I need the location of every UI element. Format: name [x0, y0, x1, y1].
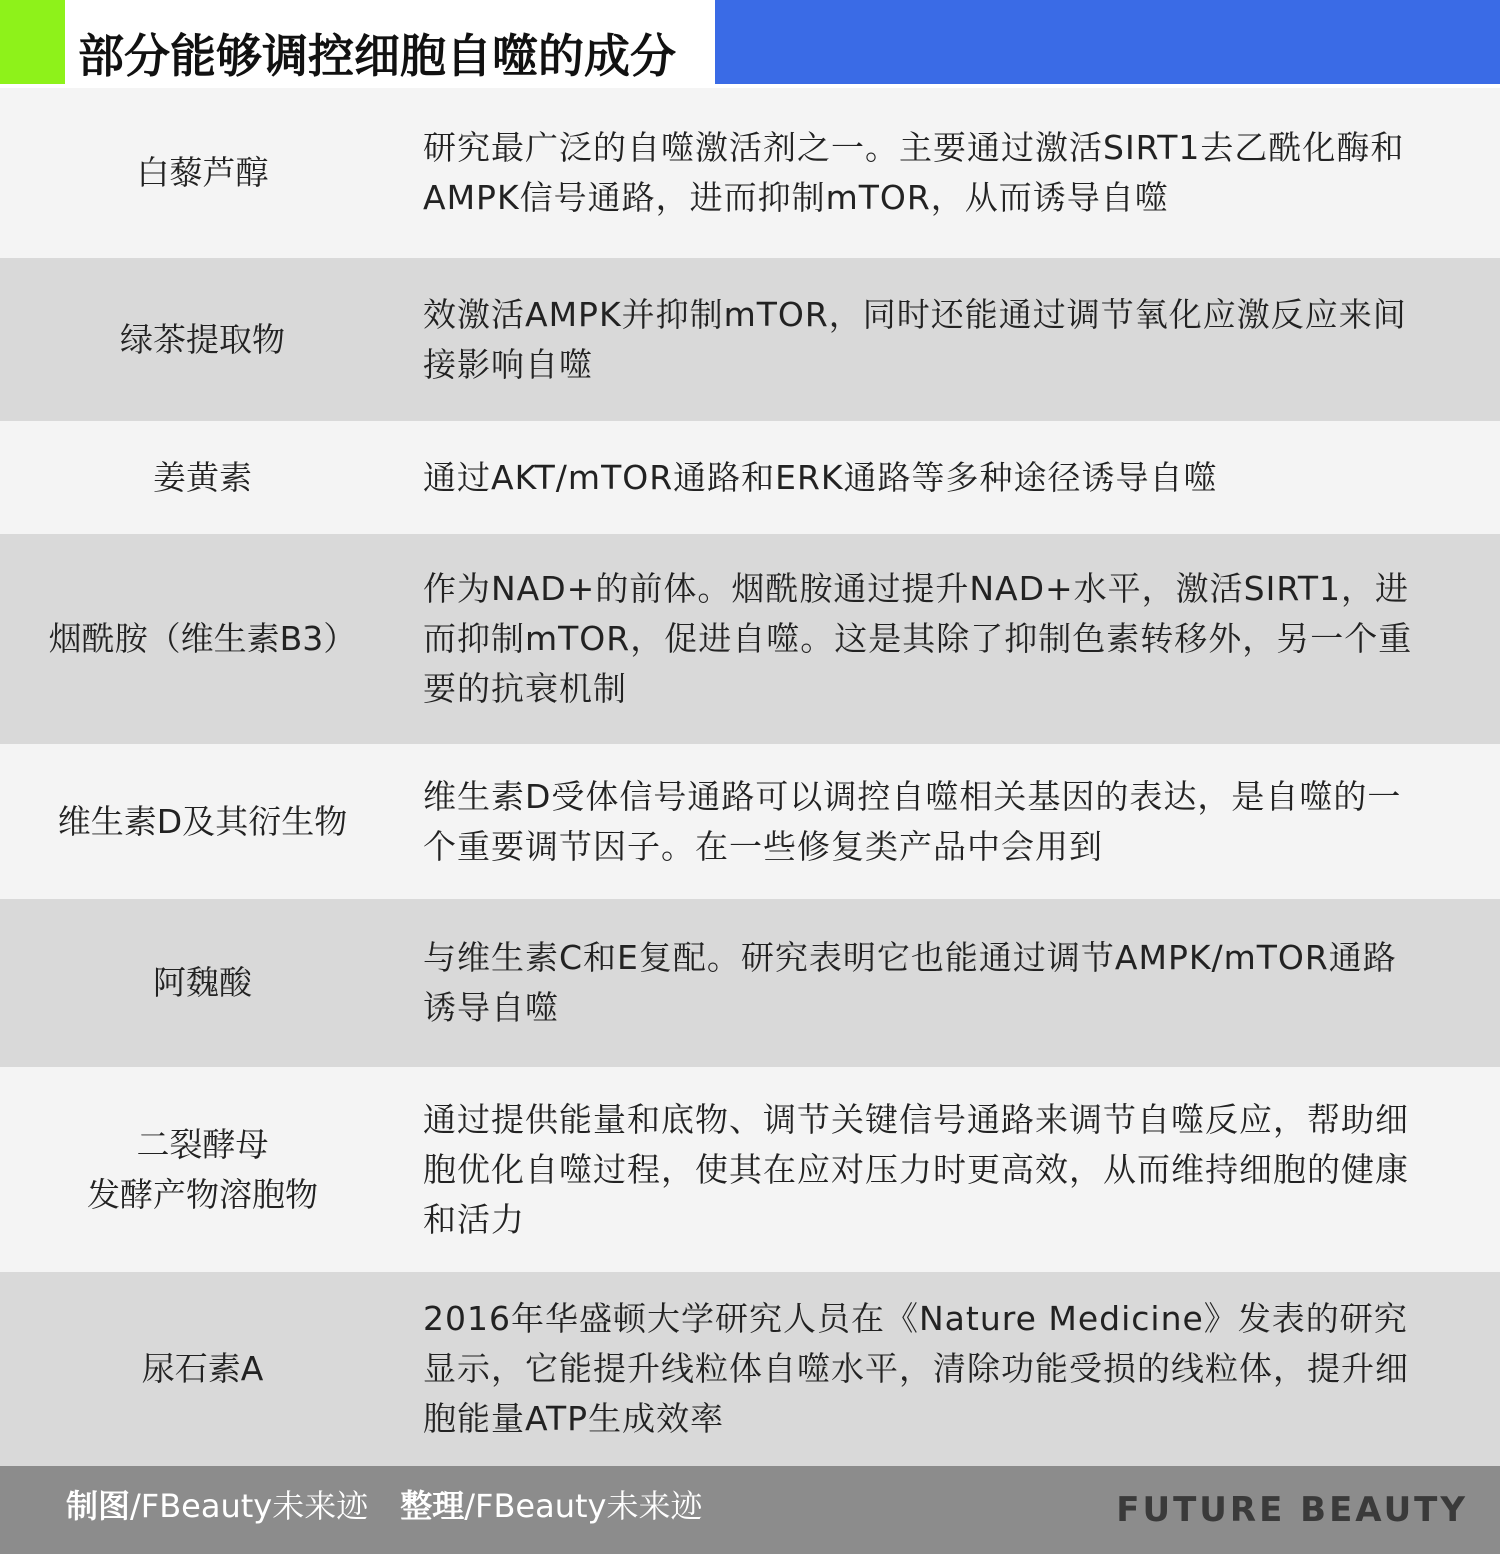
ingredient-name: 烟酰胺（维生素B3）	[48, 619, 357, 658]
brand-logo-text: FUTURE BEAUTY	[1116, 1490, 1468, 1530]
table-row	[0, 899, 1500, 1067]
table-row	[0, 744, 1500, 899]
credit-label: 整理	[400, 1487, 465, 1525]
ingredient-description: 效激活AMPK并抑制mTOR，同时还能通过调节氧化应激反应来间接影响自噬	[423, 294, 1407, 384]
ingredient-name: 阿魏酸	[153, 963, 252, 1002]
footer	[0, 1466, 1500, 1554]
credit-label: 制图	[66, 1487, 131, 1525]
table-row	[0, 534, 1500, 744]
table-row	[0, 421, 1500, 534]
credit-value: /FBeauty未来迹	[130, 1487, 369, 1525]
table-row	[0, 1272, 1500, 1466]
ingredient-description: 通过提供能量和底物、调节关键信号通路来调节自噬反应，帮助细胞优化自噬过程，使其在应对压力时更高效，从而维持细胞的健康和活力	[423, 1099, 1409, 1239]
ingredient-description: 维生素D受体信号通路可以调控自噬相关基因的表达，是自噬的一个重要调节因子。在一些修复类产品中会用到	[423, 776, 1402, 866]
ingredient-table	[0, 88, 1500, 1466]
ingredient-name: 二裂酵母 发酵产物溶胞物	[87, 1124, 318, 1214]
ingredient-name: 白藜芦醇	[136, 153, 269, 192]
ingredient-description: 与维生素C和E复配。研究表明它也能通过调节AMPK/mTOR通路诱导自噬	[423, 938, 1397, 1027]
ingredient-name: 尿石素A	[141, 1349, 264, 1388]
credits	[66, 1486, 702, 1528]
ingredient-name: 维生素D及其衍生物	[57, 801, 348, 841]
ingredient-description: 通过AKT/mTOR通路和ERK通路等多种途径诱导自噬	[423, 457, 1218, 497]
page-title: 部分能够调控细胞自噬的成分	[78, 29, 676, 83]
blue-accent-block	[715, 0, 1500, 84]
table-row	[0, 88, 1500, 258]
ingredient-name: 绿茶提取物	[120, 319, 285, 359]
ingredient-description: 研究最广泛的自噬激活剂之一。主要通过激活SIRT1去乙酰化酶和AMPK信号通路，进而抑制mTOR，从而诱导自噬	[423, 128, 1405, 217]
green-accent-block	[0, 0, 65, 84]
table-row	[0, 258, 1500, 421]
header	[0, 0, 1500, 88]
ingredient-name: 姜黄素	[153, 457, 252, 497]
table-row	[0, 1067, 1500, 1272]
ingredient-description: 2016年华盛顿大学研究人员在《Nature Medicine》发表的研究显示，它能提升线粒体自噬水平，清除功能受损的线粒体，提升细胞能量ATP生成效率	[423, 1299, 1409, 1438]
credit-value: /FBeauty未来迹	[464, 1487, 703, 1525]
ingredient-description: 作为NAD+的前体。烟酰胺通过提升NAD+水平，激活SIRT1，进而抑制mTOR，促进自噬。这是其除了抑制色素转移外，另一个重要的抗衰机制	[423, 569, 1413, 708]
